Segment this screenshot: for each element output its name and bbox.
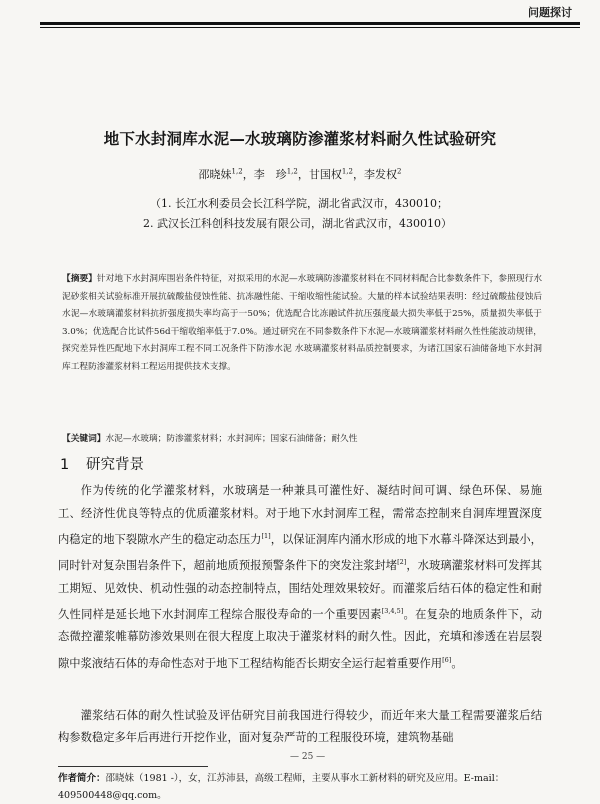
citation: [3,4,5]: [381, 607, 404, 616]
body-text: 。在复杂的地质条件下，动态微控灌浆帷幕防渗效果则在很大程度上取决于灌浆材料的耐久性。因此，充填和渗透在岩层裂隙中浆液结石体的寿命性态对于地下工程结构能否长期安全运行起着重要作用: [58, 607, 542, 670]
affiliation-2: 2. 武汉长江科创科技发展有限公司，湖北省武汉市，430010）: [143, 217, 452, 230]
author-name: 邵晓妹: [198, 168, 232, 181]
section-title: 研究背景: [86, 457, 144, 473]
section-heading: [60, 453, 144, 474]
page-number: — 25 —: [290, 752, 326, 762]
author-separator: ，: [242, 168, 254, 181]
author-affiliation-mark: 1,2: [286, 167, 298, 176]
header-rule-thin: [40, 27, 580, 28]
article-title: 地下水封洞库水泥—水玻璃防渗灌浆材料耐久性试验研究: [103, 130, 497, 148]
citation: [2]: [397, 558, 407, 567]
abstract: [62, 271, 542, 376]
body-text: ，以保证洞库内涌水形成的地下水幕斗降深达到最小，同时针对复杂围岩条件下，超前地质预报预警条件下的突发注浆封堵: [58, 532, 542, 573]
body-text: ，水玻璃灌浆材料可发挥其工期短、见效快、机动性强的动态控制特点，围结处理效果较好。而灌浆后结石体的稳定性和耐久性同样是延长地下水封洞库工程综合服役寿命的一个重要因素: [58, 559, 542, 621]
author-separator: ，: [352, 168, 364, 181]
author-name: 李 珍: [253, 168, 287, 181]
keywords-text: 水泥—水玻璃；防渗灌浆材料；水封洞库；国家石油储备；耐久性: [105, 434, 358, 444]
header-rule: [40, 22, 580, 25]
author-affiliation-mark: 2: [396, 167, 402, 176]
keywords-label: 【关键词】: [62, 434, 106, 444]
abstract-text: 针对地下水封洞库围岩条件特征，对拟采用的水泥—水玻璃防渗灌浆材料在不同材料配合比参数条件下，参照现行水泥砂浆相关试验标准开展抗硫酸盐侵蚀性能、抗冻融性能、干缩收缩性能试验。大量的样本试验结果表明：经过硫酸盐侵蚀后水泥—水玻璃灌浆材料抗折强度损失率均高于一50%；优选配合比冻融试件抗压强度最大损失率低于25%，质量损失率低于3.0%；优选配合比试件56d干缩收缩率低于7.0%。通过研究在不同参数条件下水泥—水玻璃灌浆材料耐久性性能波动规律，探究差异性匹配地下水封洞库工程不同工况条件下防渗水泥 水玻璃灌浆材料品质控制要求，为诸江国家石油储备地下水封洞库工程防渗灌浆材料工程运用提供技术支撑。: [62, 274, 543, 372]
author-name: 李发权: [363, 168, 397, 181]
section-number: 1: [60, 457, 70, 473]
body-text: 作为传统的化学灌浆材料，水玻璃是一种兼具可灌性好、凝结时间可调、绿色环保、易施工、经济性优良等特点的优质灌浆材料。对于地下水封洞库工程，需常态控制来自洞库埋置深度内稳定的地下裂隙水产生的稳定动态压力: [58, 484, 542, 546]
footnote-label: 作者简介：: [58, 773, 106, 784]
section-tag: 问题探讨: [528, 6, 572, 19]
citation: [1]: [261, 532, 271, 540]
author-separator: ，: [297, 168, 309, 181]
author-footnote: [58, 770, 542, 804]
footnote-rule: [58, 766, 208, 767]
footnote-text: 邵晓妹（1981 -），女，江苏沛县，高级工程师，主要从事水工新材料的研究及应用。E-mail：409500448@qq.com。: [58, 773, 505, 801]
citation: [6]: [442, 655, 452, 664]
keywords: [62, 432, 357, 444]
author-name: 甘国权: [308, 168, 342, 181]
body-paragraph-1: [58, 480, 542, 675]
body-text: 灌浆结石体的耐久性试验及评估研究目前我国进行得较少，而近年来大量工程需要灌浆后结构参数稳定多年后再进行开挖作业，面对复杂严苛的工程服役环境，建筑物基础: [58, 709, 542, 744]
abstract-label: 【摘要】: [62, 274, 97, 284]
affiliation-1: （1. 长江水利委员会长江科学院，湖北省武汉市，430010；: [150, 197, 448, 210]
author-line: [0, 166, 600, 182]
body-text: 。: [451, 656, 463, 670]
author-affiliation-mark: 1,2: [231, 167, 243, 176]
body-paragraph-2: [58, 705, 542, 749]
author-affiliation-mark: 1,2: [341, 167, 353, 176]
